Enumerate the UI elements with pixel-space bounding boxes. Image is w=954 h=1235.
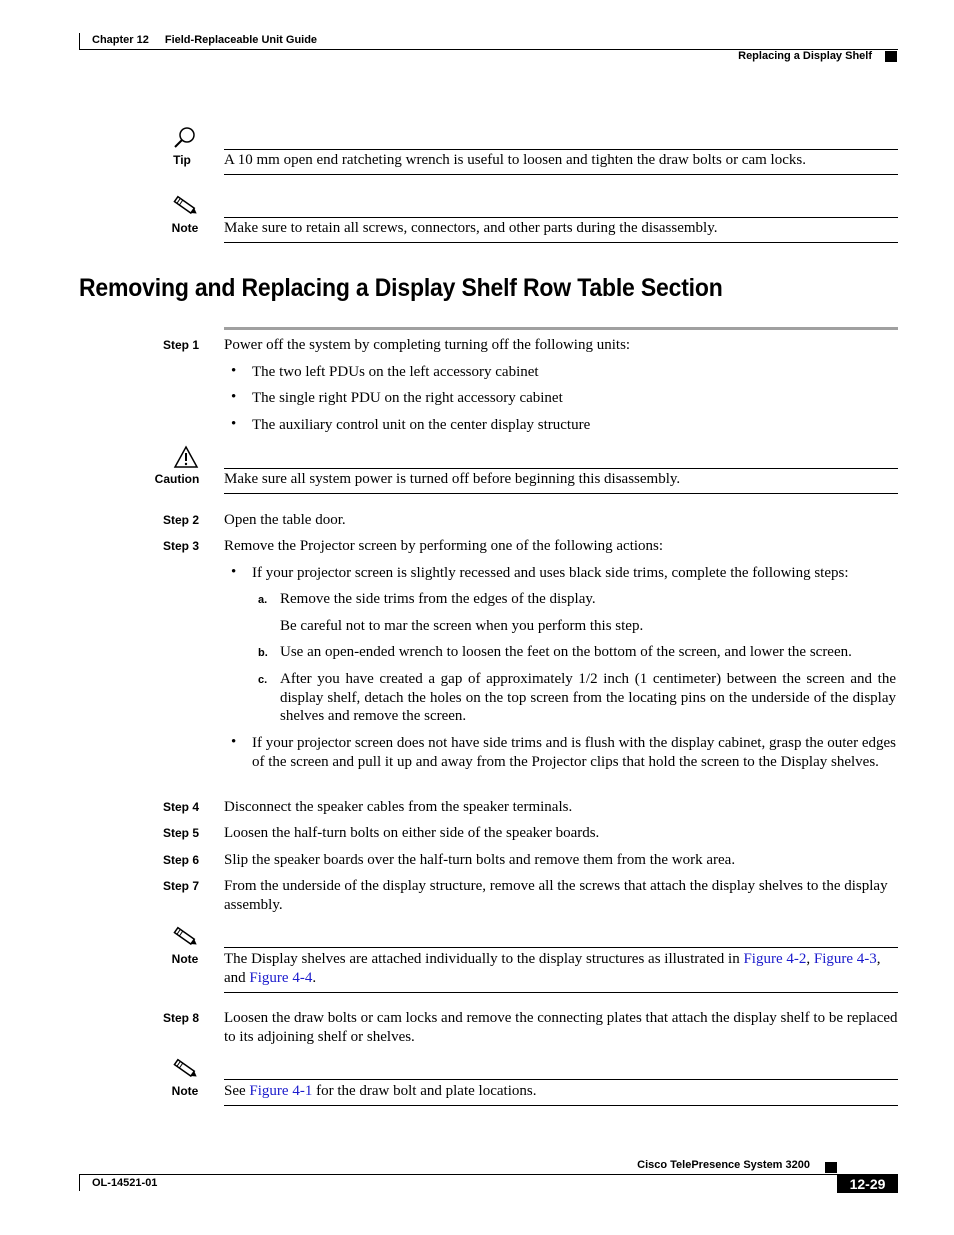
step-text: Open the table door. [224, 512, 346, 528]
note-separator: , [806, 951, 811, 967]
caution-label: Caution [154, 472, 200, 486]
note-text: Make sure to retain all screws, connectors, and other parts during the disassembly. [224, 220, 718, 236]
tip-text: A 10 mm open end ratcheting wrench is useful to loosen and tighten the draw bolts or cam locks. [224, 152, 806, 168]
step-label: Step 4 [162, 800, 199, 814]
header-chapter [92, 34, 317, 46]
chapter-number: Chapter 12 [92, 34, 149, 46]
chapter-title: Field-Replaceable Unit Guide [164, 34, 318, 46]
substep-note: Be careful not to mar the screen when you perform this step. [280, 618, 644, 634]
bullet-marker: • [231, 389, 237, 405]
section-rule [224, 327, 898, 330]
note-text-end: for the draw bolt and plate locations. [312, 1083, 537, 1099]
pencil-icon [172, 926, 200, 948]
header-rule-vertical [79, 33, 80, 50]
step-text: Power off the system by completing turning off the following units: [224, 337, 631, 353]
bullet-item: If your projector screen does not have side trims and is flush with the display cabinet, grasp the outer edges of the screen and pull it up and away from the Projector clips that hold the screen to the Display shelves. [252, 735, 896, 770]
substep-text: After you have created a gap of approximately 1/2 inch (1 centimeter) between the screen and the display shelf, detach the holes on the top screen from the locating pins on the underside of the display shelves and remove the screen. [280, 671, 896, 724]
note-text-start: See [224, 1083, 250, 1099]
step-label: Step 8 [162, 1011, 199, 1025]
note-top-rule [224, 1079, 898, 1080]
header-section-title: Replacing a Display Shelf [738, 50, 872, 62]
tip-top-rule [224, 149, 898, 150]
tip-label: Tip [173, 153, 191, 167]
note-top-rule [224, 217, 898, 218]
bullet-item: The auxiliary control unit on the center display structure [252, 417, 591, 433]
note-top-rule [224, 947, 898, 948]
tip-bottom-rule [224, 174, 898, 175]
step-label: Step 7 [162, 879, 199, 893]
step-label: Step 2 [162, 513, 199, 527]
substep-label: c. [258, 674, 268, 686]
magnifier-icon [172, 125, 198, 149]
bullet-marker: • [231, 363, 237, 379]
substep-text: Remove the side trims from the edges of the display. [280, 591, 596, 607]
step-text: Loosen the half-turn bolts on either side of the speaker boards. [224, 825, 600, 841]
footer-doc-number: OL-14521-01 [92, 1177, 158, 1189]
step-text: Slip the speaker boards over the half-turn bolts and remove them from the work area. [224, 852, 736, 868]
note-text [224, 1082, 898, 1101]
note-text [224, 950, 898, 987]
bullet-item: If your projector screen is slightly recessed and uses black side trims, complete the following steps: [252, 565, 849, 581]
footer-rule-vertical [79, 1174, 80, 1191]
page-number: 12-29 [837, 1175, 898, 1193]
note-end: . [312, 969, 317, 986]
note-label: Note [171, 952, 199, 966]
step-text: Remove the Projector screen by performing one of the following actions: [224, 538, 664, 554]
step-text: Loosen the draw bolts or cam locks and remove the connecting plates that attach the display shelf to be replaced to its adjoining shelf or shelves. [224, 1010, 898, 1045]
pencil-icon [172, 1058, 200, 1080]
footer-rule [79, 1174, 898, 1175]
bullet-marker: • [231, 564, 237, 580]
figure-link[interactable]: Figure 4-2 [743, 951, 807, 967]
caution-bottom-rule [224, 493, 898, 494]
caution-top-rule [224, 468, 898, 469]
step-label: Step 3 [162, 539, 199, 553]
substep-label: a. [258, 594, 268, 606]
footer-title: Cisco TelePresence System 3200 [637, 1159, 810, 1171]
note-separator: , and [224, 951, 881, 986]
note-bottom-rule [224, 992, 898, 993]
pencil-icon [172, 195, 200, 217]
step-label: Step 5 [162, 826, 199, 840]
figure-link[interactable]: Figure 4-4 [249, 969, 313, 986]
note-bottom-rule [224, 1105, 898, 1106]
section-title: Removing and Replacing a Display Shelf Row Table Section [79, 274, 723, 302]
note-label: Note [171, 221, 199, 235]
note-bottom-rule [224, 242, 898, 243]
bullet-item: The two left PDUs on the left accessory cabinet [252, 364, 539, 380]
substep-label: b. [258, 647, 268, 659]
step-label: Step 6 [162, 853, 199, 867]
figure-link[interactable]: Figure 4-3 [813, 951, 877, 967]
step-label: Step 1 [162, 338, 199, 352]
note-text-start: The Display shelves are attached individually to the display structures as illustrated in [224, 951, 744, 967]
step-text: Disconnect the speaker cables from the speaker terminals. [224, 799, 573, 815]
bullet-item: The single right PDU on the right accessory cabinet [252, 390, 563, 406]
caution-text: Make sure all system power is turned off before beginning this disassembly. [224, 471, 681, 487]
footer-marker [825, 1162, 837, 1173]
figure-link[interactable]: Figure 4-1 [249, 1083, 313, 1099]
substep-text: Use an open-ended wrench to loosen the feet on the bottom of the screen, and lower the screen. [280, 644, 852, 660]
warning-triangle-icon [173, 445, 199, 469]
header-marker [885, 51, 897, 62]
note-label: Note [171, 1084, 199, 1098]
step-text: From the underside of the display structure, remove all the screws that attach the display shelves to the display assembly. [224, 878, 888, 913]
bullet-marker: • [231, 734, 237, 750]
bullet-marker: • [231, 416, 237, 432]
